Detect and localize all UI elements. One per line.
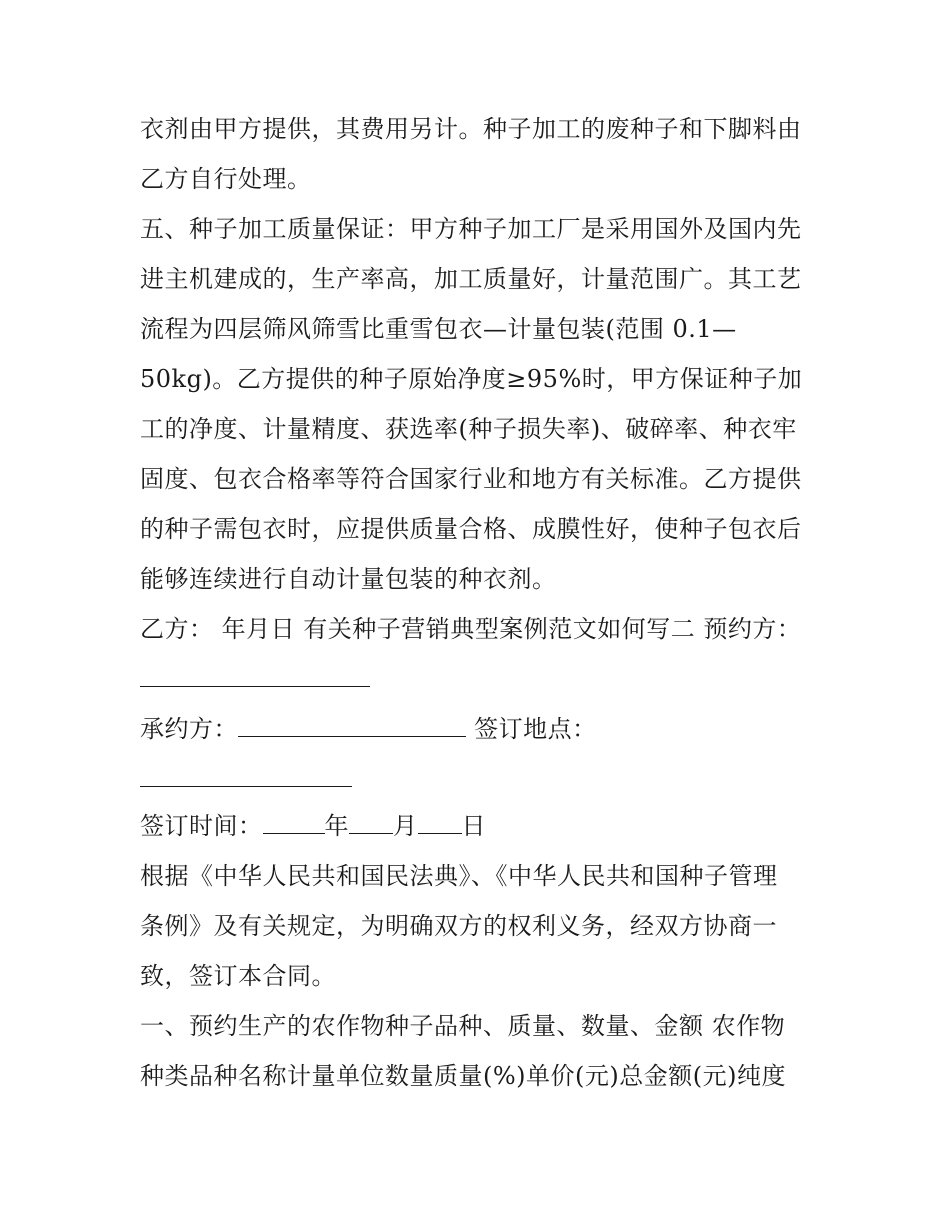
text-line: 乙方自行处理。: [140, 165, 312, 193]
contractor-line: [140, 713, 820, 745]
text-line: 流程为四层筛风筛雪比重雪包衣—计量包装(范围 0.1—: [140, 315, 737, 343]
signing-place-label: 签订地点：: [474, 715, 597, 743]
text-line: 种类品种名称计量单位数量质量(%)单价(元)总金额(元)纯度: [140, 1062, 786, 1090]
text-line: 五、种子加工质量保证：甲方种子加工厂是采用国外及国内先: [140, 215, 802, 243]
signing-time-label: 签订时间：: [140, 812, 263, 840]
text-line: 50kg)。乙方提供的种子原始净度≥95%时，甲方保证种子加: [140, 365, 803, 393]
year-blank[interactable]: [263, 811, 325, 834]
text-line: 致，签订本合同。: [140, 962, 336, 990]
text-line: 进主机建成的，生产率高，加工质量好，计量范围广。其工艺: [140, 265, 802, 293]
contractor-label: 承约方：: [140, 715, 238, 743]
month-blank[interactable]: [349, 811, 393, 834]
signing-place-blank-line: [140, 763, 820, 795]
text-line: 条例》及有关规定，为明确双方的权利义务，经双方协商一: [140, 912, 777, 940]
signing-place-blank[interactable]: [140, 764, 352, 787]
year-char: 年: [324, 812, 349, 840]
promisor-blank[interactable]: [140, 664, 370, 687]
text-line: 衣剂由甲方提供，其费用另计。种子加工的废种子和下脚料由: [140, 115, 802, 143]
text-line: 能够连续进行自动计量包装的种衣剂。: [140, 565, 557, 593]
contractor-blank[interactable]: [238, 714, 466, 737]
text-line: 的种子需包衣时，应提供质量合格、成膜性好，使种子包衣后: [140, 515, 802, 543]
text-line: 固度、包衣合格率等符合国家行业和地方有关标准。乙方提供: [140, 465, 802, 493]
signing-time-line: [140, 810, 820, 842]
day-blank[interactable]: [418, 811, 462, 834]
text-line: 乙方： 年月日 有关种子营销典型案例范文如何写二 预约方：: [140, 615, 802, 643]
month-char: 月: [393, 812, 418, 840]
promisor-blank-line: [140, 663, 820, 695]
text-line: 根据《中华人民共和国民法典》、《中华人民共和国种子管理: [140, 862, 778, 890]
text-line: 一、预约生产的农作物种子品种、质量、数量、金额 农作物: [140, 1012, 786, 1040]
text-line: 工的净度、计量精度、获选率(种子损失率)、破碎率、种衣牢: [140, 415, 797, 443]
day-char: 日: [461, 812, 486, 840]
